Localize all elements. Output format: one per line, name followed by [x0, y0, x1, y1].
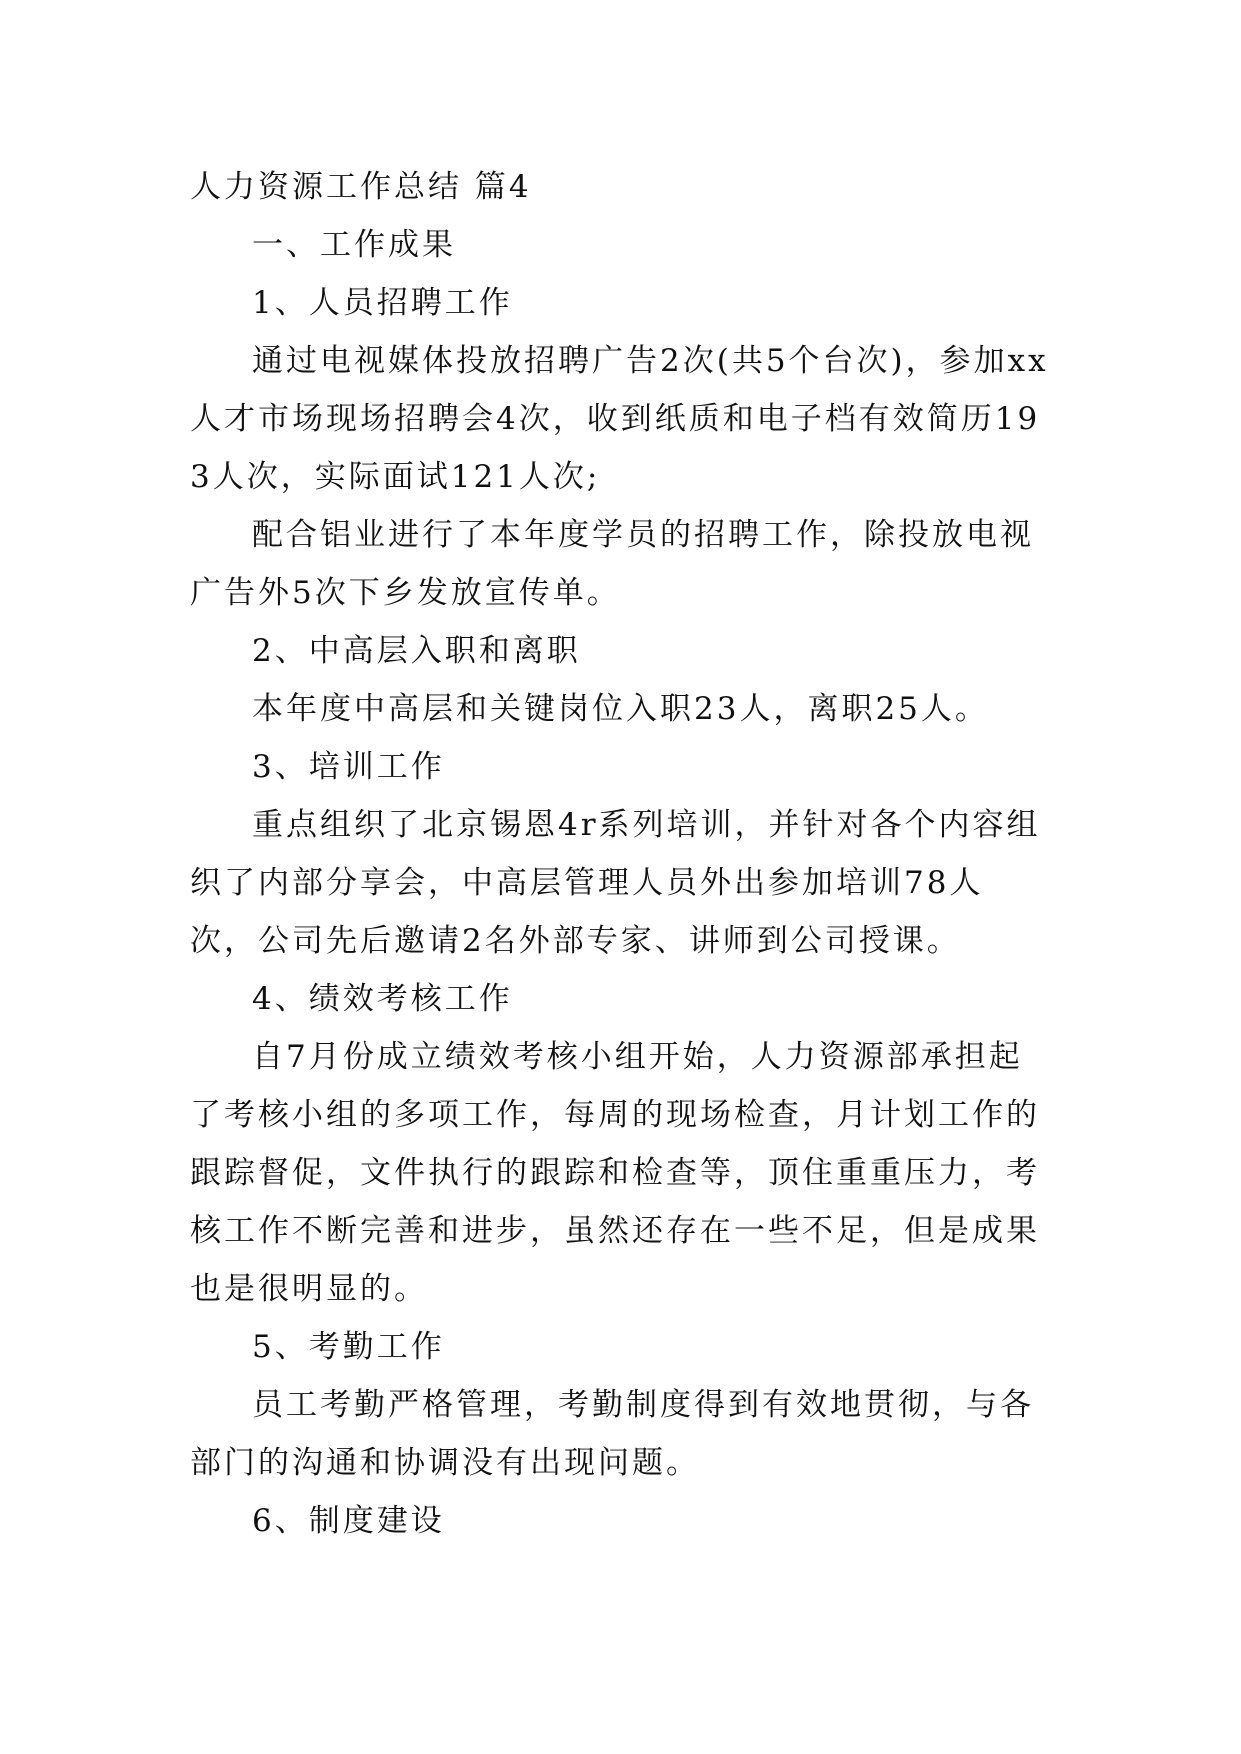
- section-heading-work-results: 一、工作成果: [252, 227, 456, 263]
- subheading-system-building: 6、制度建设: [252, 1503, 445, 1539]
- paragraph-onboarding-offboarding: 本年度中高层和关键岗位入职23人，离职25人。: [252, 691, 989, 727]
- paragraph-attendance: 员工考勤严格管理，考勤制度得到有效地贯彻，与各部门的沟通和协调没有出现问题。: [190, 1387, 1034, 1481]
- paragraph-performance: 自7月份成立绩效考核小组开始，人力资源部承担起了考核小组的多项工作，每周的现场检查，月计划工作的跟踪督促，文件执行的跟踪和检查等，顶住重重压力，考核工作不断完善和进步，虽然还存在一些不足，但是成果也是很明显的。: [190, 1039, 1040, 1307]
- subheading-attendance: 5、考勤工作: [252, 1329, 445, 1365]
- subheading-training: 3、培训工作: [252, 749, 445, 785]
- paragraph-training: 重点组织了北京锡恩4r系列培训，并针对各个内容组织了内部分享会，中高层管理人员外出参加培训78人次，公司先后邀请2名外部专家、讲师到公司授课。: [190, 807, 1041, 959]
- subheading-onboarding-offboarding: 2、中高层入职和离职: [252, 633, 581, 669]
- paragraph-recruitment-details: 通过电视媒体投放招聘广告2次(共5个台次)，参加xx人才市场现场招聘会4次，收到纸质和电子档有效简历193人次，实际面试121人次;: [190, 343, 1049, 495]
- document-title: 人力资源工作总结 篇4: [190, 169, 532, 205]
- subheading-performance: 4、绩效考核工作: [252, 981, 513, 1017]
- document-body: [190, 158, 1050, 1550]
- subheading-recruitment: 1、人员招聘工作: [252, 285, 513, 321]
- paragraph-recruitment-aluminum: 配合铝业进行了本年度学员的招聘工作，除投放电视广告外5次下乡发放宣传单。: [190, 517, 1034, 611]
